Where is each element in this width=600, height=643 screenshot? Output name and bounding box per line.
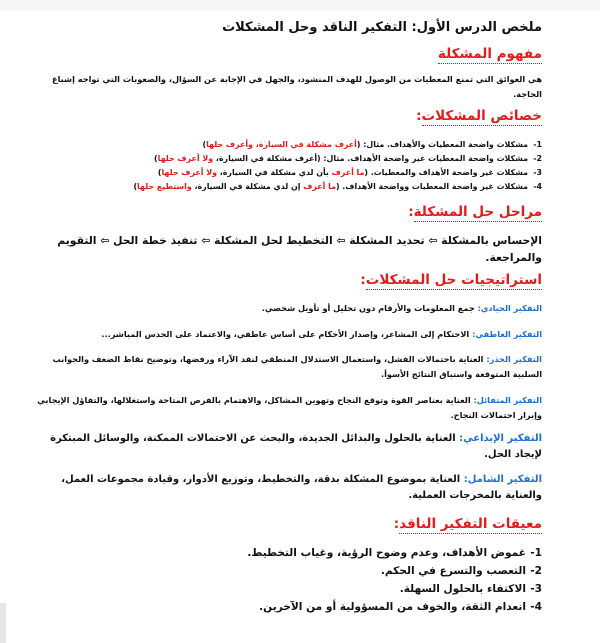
obstacles-heading: معيقات التفكير الناقد: (393, 516, 542, 532)
stages-text: الإحساس بالمشكلة ⇦ تحديد المشكلة ⇦ التخطيط لحل المشكلة ⇦ تنفيذ خطة الحل ⇦ التقويم والمراجعة. (57, 234, 542, 264)
concept-heading: مفهوم المشكلة (437, 46, 542, 62)
stages-heading: مراحل حل المشكلة: (408, 204, 542, 220)
obstacle-item: 2-التعصب والتسرع في الحكم. (380, 565, 542, 577)
scan-edge (0, 603, 6, 643)
page-title: ملخص الدرس الأول: التفكير الناقد وحل المشكلات (222, 20, 542, 35)
obstacle-item: 4-انعدام الثقة، والخوف من المسؤولية أو من الآخرين. (259, 601, 542, 613)
strategy-item: التفكير الشامل: العناية بموضوع المشكلة بدقة، والتخطيط، وتوزيع الأدوار، وقيادة مجموعات العمل، والعناية بالمخرجات العملية. (61, 474, 542, 501)
characteristic-item: 3-مشكلات غير واضحة الأهداف والمعطيات. (ما أعرف بأن لدي مشكلة في السيارة، ولا أعرف حلها) (157, 168, 542, 177)
strategy-item: التفكير المتفائل: العناية بعناصر القوة وتوقع النجاح وتهوين المشاكل، والاهتمام بالفرص المتاحة واستغلالها، والتفاؤل الإيجابي وإبراز احتمالات النجاح. (37, 395, 542, 420)
strategy-item: التفكير الإبداعي: العناية بالحلول والبدائل الجديدة، والبحث عن الاحتمالات الممكنة، والوسائل المبتكرة لإيجاد الحل. (50, 433, 542, 460)
obstacle-item: 1-غموض الأهداف، وعدم وضوح الرؤية، وغياب التخطيط. (247, 547, 542, 559)
characteristic-item: 2-مشكلات واضحة المعطيات غير واضحة الأهداف. مثال: (أعرف مشكلة في السيارة، ولا أعرف حلها) (154, 154, 542, 163)
strategy-item: التفكير الحذر: العناية باحتمالات الفشل، واستعمال الاستدلال المنطقي لنقد الآراء ورفضها، وتوضيح نقاط الضعف والجوانب السلبية المتوقعة واستباق النتائج الأسوأ. (52, 354, 542, 379)
strategy-item: التفكير الحيادي: جمع المعلومات والأرقام دون تحليل أو تأويل شخصي. (261, 303, 542, 313)
obstacle-item: 3-الاكتفاء بالحلول السهلة. (399, 583, 542, 595)
characteristics-heading: خصائص المشكلات: (416, 108, 542, 124)
strategy-item: التفكير العاطفي: الاحتكام إلى المشاعر، وإصدار الأحكام على أساس عاطفي، والاعتماد على الحدس المباشر... (101, 329, 542, 339)
concept-text: هي العوائق التي تمنع المعطيات من الوصول للهدف المنشود، والجهل في الإجابة عن السؤال، والصعوبات التي تواجه إشباع الحاجة. (52, 74, 542, 99)
characteristic-item: 1-مشكلات واضحة المعطيات والأهداف. مثال: (أعرف مشكلة في السيارة، وأعرف حلها) (202, 140, 542, 149)
characteristic-item: 4-مشكلات غير واضحة المعطيات وواضحة الأهداف. (ما أعرف إن لدي مشكلة في السيارة، واستطيع حلها) (133, 182, 542, 191)
document-page (34, 0, 542, 643)
strategies-heading: استراتيجيات حل المشكلات: (360, 272, 542, 288)
